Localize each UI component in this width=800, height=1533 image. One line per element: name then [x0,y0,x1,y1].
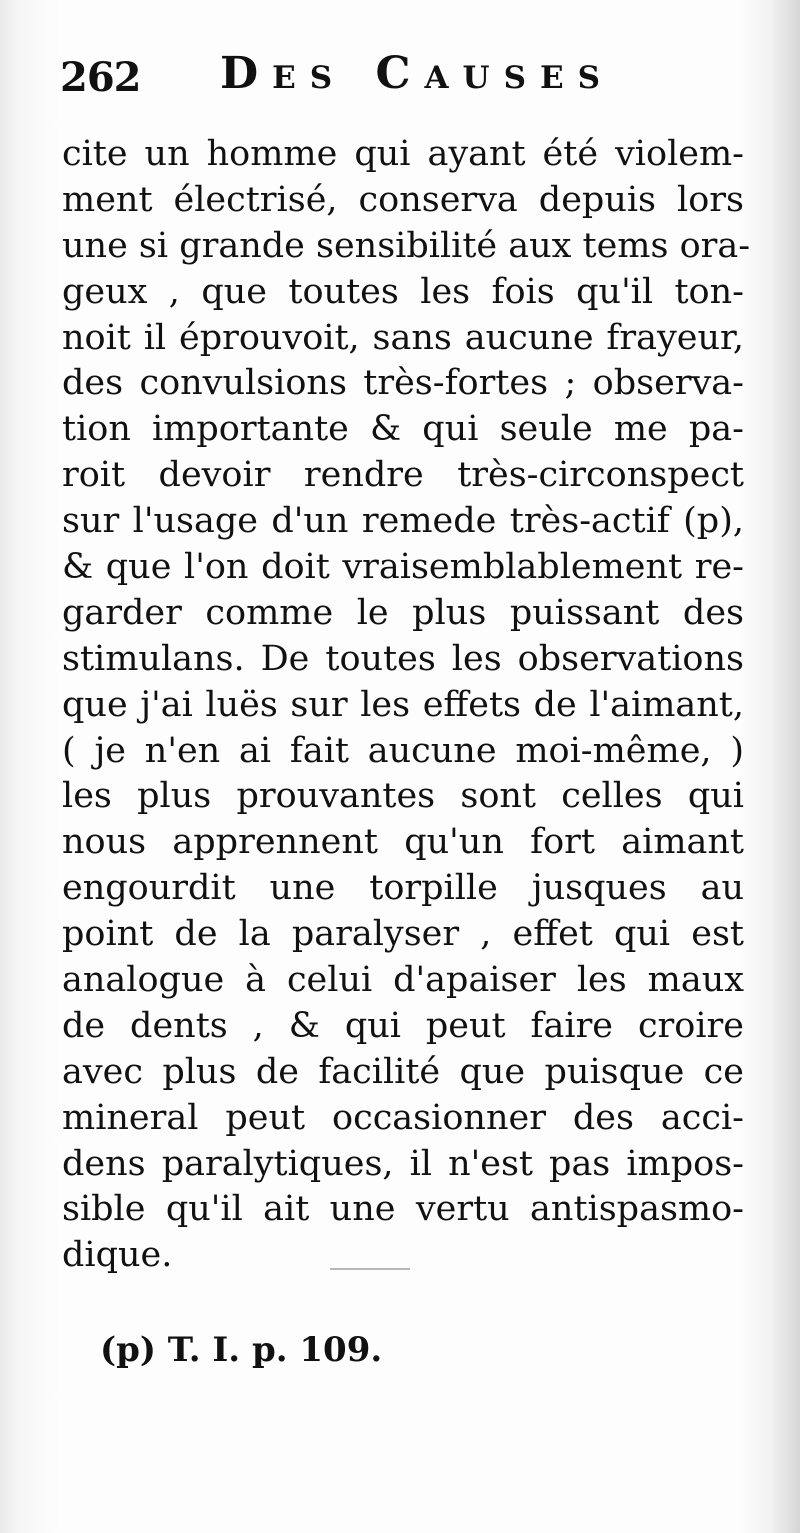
running-title: Des Causes [220,48,614,99]
page-number: 262 [60,54,141,101]
text-line: stimulans. De toutes les observations [62,638,744,679]
text-line: engourdit une torpille jusques au [62,868,744,909]
text-line: que j'ai luës sur les effets de l'aimant, [62,684,744,725]
page-header [60,48,750,108]
text-line: les plus prouvantes sont celles qui [62,776,744,817]
text-line: & que l'on doit vraisemblablement re- [62,547,744,588]
text-line: une si grande sensibilité aux tems ora- [62,225,751,266]
footnote: (p) T. I. p. 109. [100,1330,383,1370]
text-line: noit il éprouvoit, sans aucune frayeur, [62,317,744,358]
text-line: tion importante & qui seule me pa- [62,409,744,450]
text-line: des convulsions très-fortes ; observa- [62,363,744,404]
body-text [62,132,751,1279]
text-line: sible qu'il ait une vertu antispasmo- [62,1189,744,1230]
text-line: avec plus de facilité que puisque ce [62,1051,744,1092]
text-line: garder comme le plus puissant des [62,592,744,633]
text-line: mineral peut occasionner des acci- [62,1097,744,1138]
text-line: analogue à celui d'apaiser les maux [62,960,744,1001]
text-line: ment électrisé, conserva depuis lors [62,179,744,220]
show-through-from-reverse [60,1250,760,1500]
text-line: dique. [62,1235,173,1276]
text-line: ( je n'en ai fait aucune moi-même, ) [62,730,744,771]
text-line: sur l'usage d'un remede très-actif (p), [62,501,744,542]
text-line: geux , que toutes les fois qu'il ton- [62,271,744,312]
separator-rule [330,1268,410,1270]
text-line: cite un homme qui ayant été violem- [62,134,744,174]
text-line: de dents , & qui peut faire croire [62,1005,744,1046]
text-line: roit devoir rendre très-circonspect [62,455,744,496]
text-line: nous apprennent qu'un fort aimant [62,822,744,863]
text-line: point de la paralyser , effet qui est [62,914,744,955]
text-line: dens paralytiques, il n'est pas impos- [62,1143,744,1184]
